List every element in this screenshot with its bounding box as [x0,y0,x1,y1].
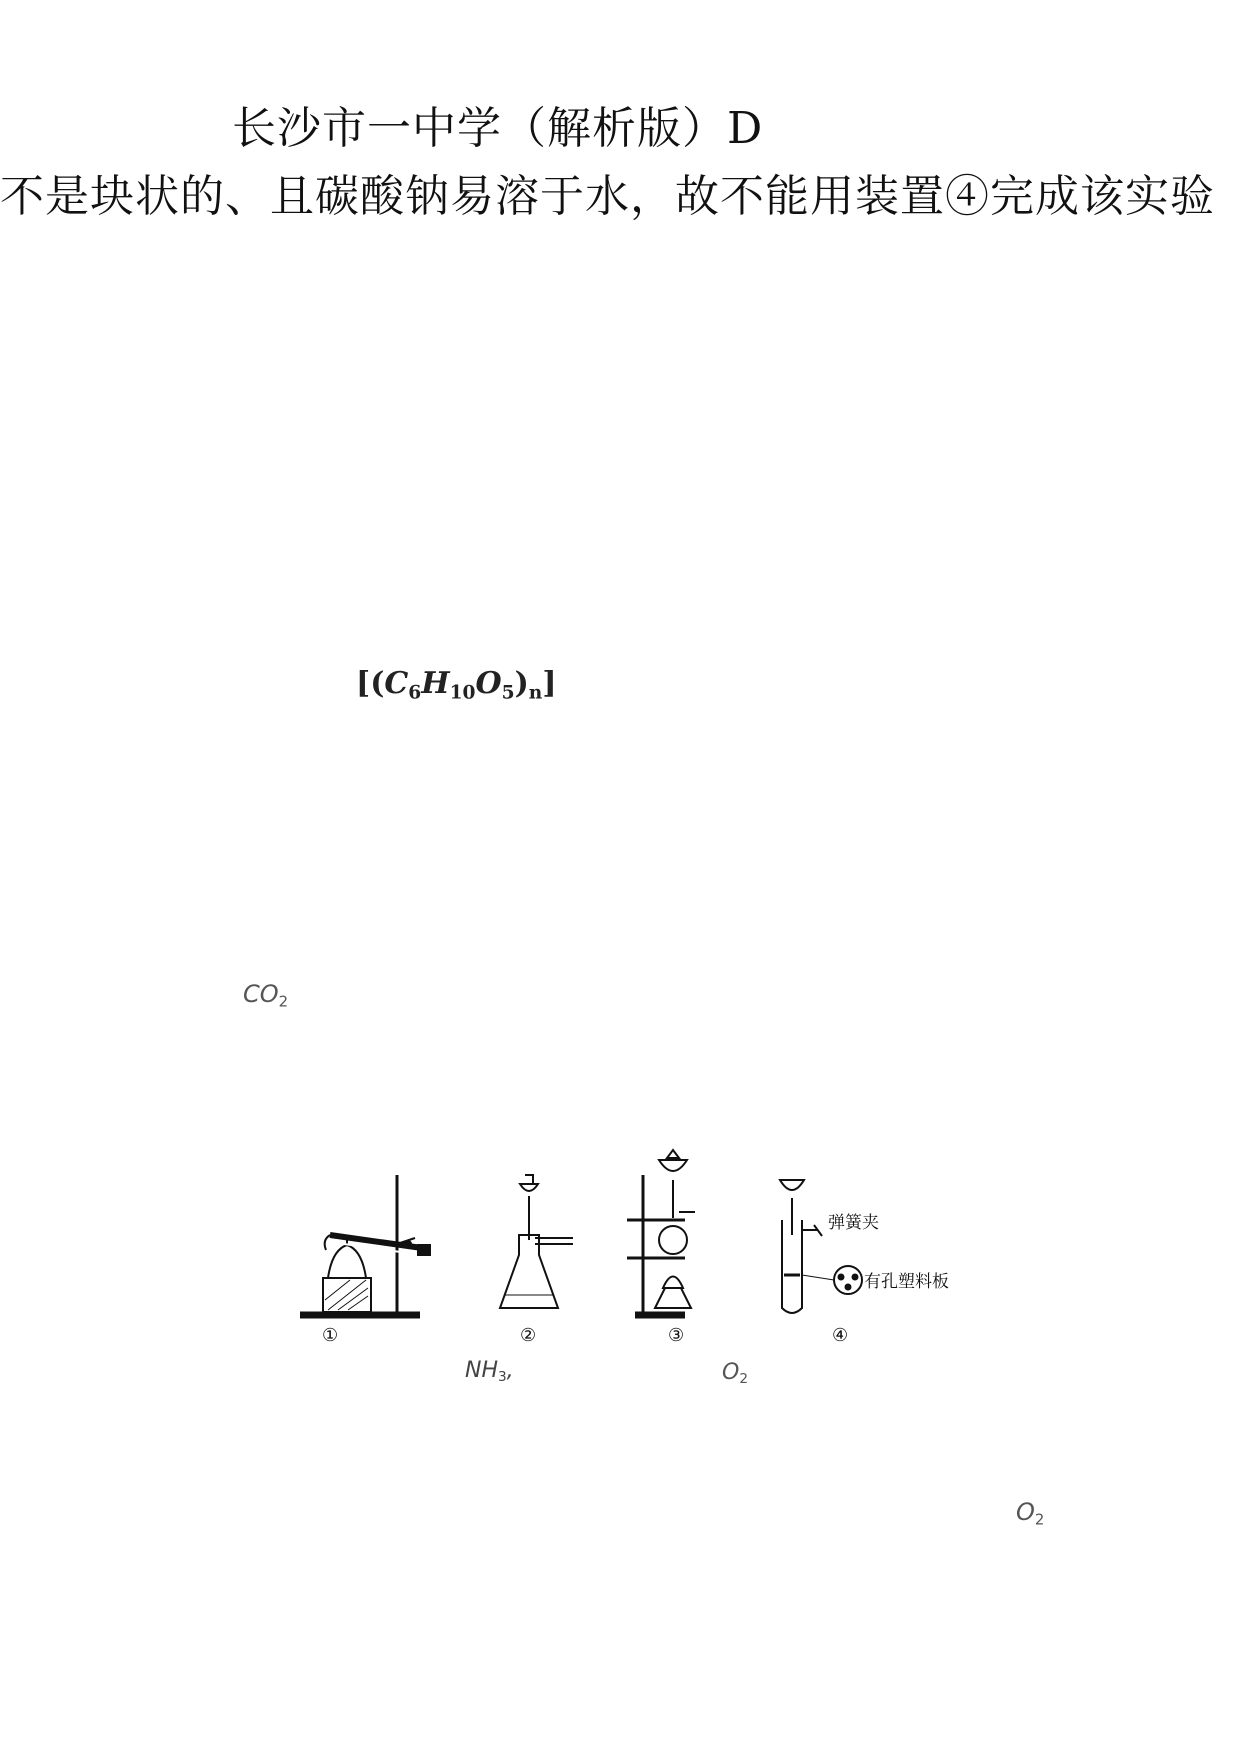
apparatus-2 [500,1175,573,1308]
polysaccharide-formula: $[(C_6H_{10}O_5)_n]$ [356,666,557,704]
page-title: 长沙市一中学（解析版）D [232,103,764,154]
apparatus-3 [627,1150,695,1315]
apparatus-label-3: ③ [668,1325,685,1346]
co2-formula: $CO_2$ [243,980,289,1011]
apparatus-label-1: ① [322,1325,339,1346]
body-text-line: 不是块状的、且碳酸钠易溶于水，故不能用装置④完成该实验 [0,171,1215,222]
apparatus-label-4: ④ [832,1325,849,1346]
spring-clamp-label: 弹簧夹 [828,1213,879,1233]
o2-formula: $O_2$ [1016,1498,1045,1529]
perforated-plate-label: 有孔塑料板 [864,1272,949,1292]
nh3-formula: $NH_3$, [465,1358,514,1385]
apparatus-1 [300,1175,430,1315]
o2-formula: $O_2$ [722,1360,748,1387]
apparatus-4 [780,1180,862,1313]
apparatus-label-2: ② [520,1325,537,1346]
lab-apparatus-diagram [290,1140,970,1350]
